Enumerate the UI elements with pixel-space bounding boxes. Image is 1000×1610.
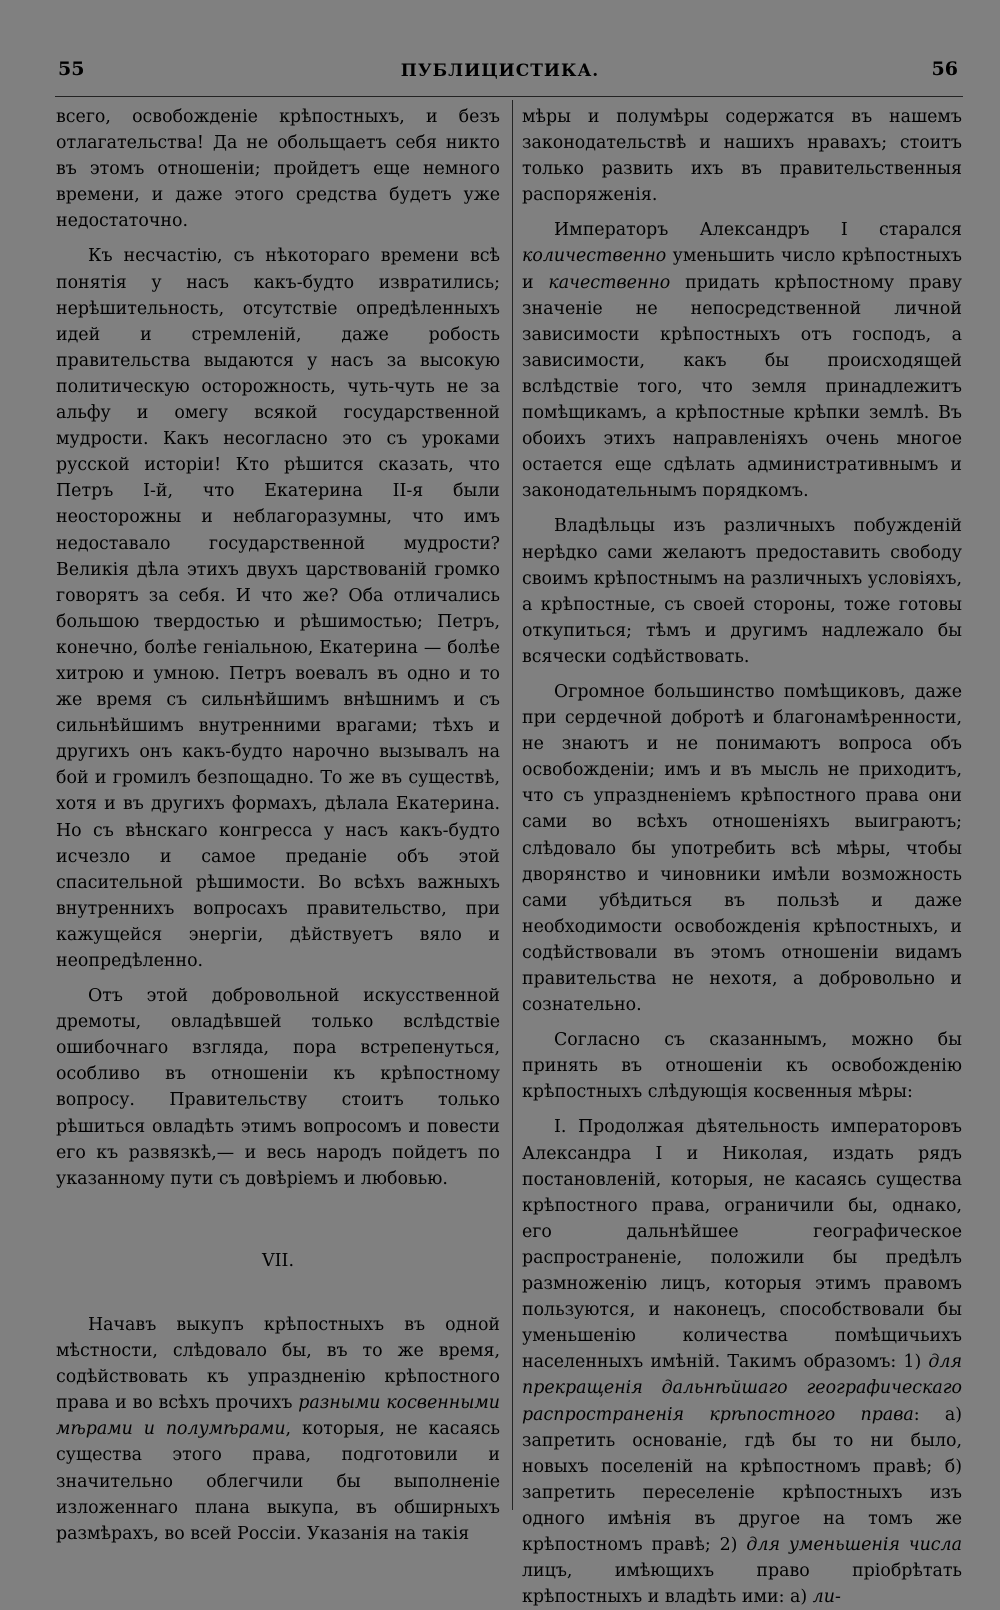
text-run: Начавъ выкупъ крѣпостныхъ въ одной мѣстности, слѣдовало бы, въ то же время, содѣйствовать къ упраздненію крѣпостного права и во всѣхъ прочихъ <box>56 1314 500 1414</box>
text-run: : а) запретить основаніе, гдѣ бы то ни было, новыхъ поселеній на крѣпостномъ правѣ; б) запретить переселеніе крѣпостныхъ изъ одного имѣнія въ другое на томъ же крѣпостномъ правѣ; 2) <box>522 1404 962 1555</box>
paragraph: Къ несчастію, съ нѣкотораго времени всѣ понятія у насъ какъ-будто извратились; нерѣшительность, отсутствіе опредѣленныхъ идей и стремленій, даже робость правительства выдаются у насъ за высокую политическую осторожность, чуть-чуть не за альфу и омегу всякой государственной мудрости. Какъ несогласно это съ уроками русской исторіи! Кто рѣшится сказать, что Петръ І-й, что Екатерина ІІ-я были неосторожны и неблагоразумны, что имъ недоставало государственной мудрости? Великія дѣла этихъ двухъ царствованій громко говорятъ за себя. И что же? Оба отличались большою твердостью и рѣшимостью; Петръ, конечно, болѣе геніальною, Екатерина — болѣе хитрою и умною. Петръ воевалъ въ одно и то же время съ сильнѣйшимъ внѣшнимъ и съ сильнѣйшимъ внутренними врагами; тѣхъ и другихъ онъ какъ-будто нарочно вызывалъ на бой и громилъ безпощадно. То же въ существѣ, хотя и въ другихъ формахъ, дѣлала Екатерина. Но съ вѣнскаго конгресса у насъ какъ-будто исчезло и самое преданіе объ этой спасительной рѣшимости. Во всѣхъ важныхъ внутреннихъ вопросахъ правительство, при кажущейся энергіи, дѣйствуетъ вяло и неопредѣленно. <box>56 246 500 971</box>
italic-run: качественно <box>548 272 671 293</box>
page-number-left: 55 <box>58 58 85 80</box>
paragraph <box>56 1312 500 1547</box>
paragraph <box>522 1114 962 1610</box>
italic-run: для уменьшенія числа <box>746 1534 962 1555</box>
text-run: Императоръ Александръ І старался <box>554 220 962 241</box>
text-run: придать крѣпостному праву значеніе не непосредственной личной зависимости крѣпостныхъ отъ господъ, а зависимости, какъ бы происходящей вслѣдствіе того, что земля принадлежитъ помѣщикамъ, а крѣпостные крѣпки землѣ. Въ обоихъ этихъ направленіяхъ очень многое остается еще сдѣлать административнымъ и законодательнымъ порядкомъ. <box>522 272 962 502</box>
header-rule <box>55 96 963 97</box>
right-column <box>522 104 962 1610</box>
text-run: , которыя, не касаясь существа этого права, подготовили и значительно облегчили бы выполненіе изложеннаго плана выкупа, въ обширныхъ размѣрахъ, во всей Россіи. Указанія на такія <box>56 1419 500 1544</box>
italic-run: разными косвенными мѣрами и полумѣрами <box>56 1393 500 1440</box>
italic-run: количественно <box>522 246 667 267</box>
italic-run: для прекращенія дальнѣйшаго географическаго распространенія крѣпостного права <box>522 1352 962 1425</box>
paragraph: Владѣльцы изъ различныхъ побужденій нерѣдко сами желаютъ предоставить свободу своимъ крѣпостнымъ на различныхъ условіяхъ, а крѣпостные, съ своей стороны, тоже готовы откупиться; тѣмъ и другимъ надлежало бы всячески содѣйствовать. <box>522 516 962 667</box>
paragraph: Огромное большинство помѣщиковъ, даже при сердечной добротѣ и благонамѣренности, не знаютъ и не понимаютъ вопроса объ освобожденіи; имъ и въ мысль не приходитъ, что съ упраздненіемъ крѣпостного права они сами во всѣхъ отношеніяхъ выиграютъ; слѣдовало бы употребить всѣ мѣры, чтобы дворянство и чиновники имѣли возможность сами убѣдиться въ пользѣ и даже необходимости освобожденія крѣпостныхъ, и содѣйствовали въ этомъ отношеніи видамъ правительства не нехотя, а добровольно и сознательно. <box>522 681 962 1016</box>
running-title: ПУБЛИЦИСТИКА. <box>400 61 600 81</box>
text-run: уменьшить число крѣпостныхъ и <box>522 246 962 293</box>
italic-run: ли- <box>812 1587 841 1608</box>
paragraph: Отъ этой добровольной искусственной дремоты, овладѣвшей только вслѣдствіе ошибочнаго взгляда, пора встрепенуться, особливо въ отношеніи къ крѣпостному вопросу. Правительству стоитъ только рѣшиться овладѣть этимъ вопросомъ и повести его къ развязкѣ,— и весь народъ пойдетъ по указанному пути съ довѣріемъ и любовью. <box>56 986 500 1189</box>
text-run: лицъ, имѣющихъ право пріобрѣтать крѣпостныхъ и владѣть ими: а) <box>522 1561 962 1608</box>
text-run: І. Продолжая дѣятельность императоровъ Александра І и Николая, издать рядъ постановленій, которыя, не касаясь существа крѣпостного права, ограничили бы, однако, его дальнѣйшее географическое распространеніе, положили бы предѣлъ размноженію лицъ, которыя этимъ правомъ пользуются, и наконецъ, способствовали бы уменьшенію количества помѣщичьихъ населенныхъ имѣній. Такимъ образомъ: 1) <box>522 1117 962 1373</box>
section-heading: VII. <box>261 1250 295 1271</box>
paragraph: всего, освобожденіе крѣпостныхъ, и безъ отлагательства! Да не обольщаетъ себя никто въ этомъ отношеніи; пройдетъ еще немного времени, и даже этого средства будетъ уже недостаточно. <box>56 107 500 232</box>
paragraph: мѣры и полумѣры содержатся въ нашемъ законодательствѣ и нашихъ нравахъ; стоитъ только развить ихъ въ правительственныя распоряженія. <box>522 107 962 206</box>
page-number-right: 56 <box>931 58 958 80</box>
paragraph <box>522 217 962 504</box>
paragraph: Согласно съ сказаннымъ, можно бы принять въ отношеніи къ освобожденію крѣпостныхъ слѣдующія косвенныя мѣры: <box>522 1030 962 1103</box>
left-column <box>56 104 500 1547</box>
column-divider <box>512 100 513 1510</box>
